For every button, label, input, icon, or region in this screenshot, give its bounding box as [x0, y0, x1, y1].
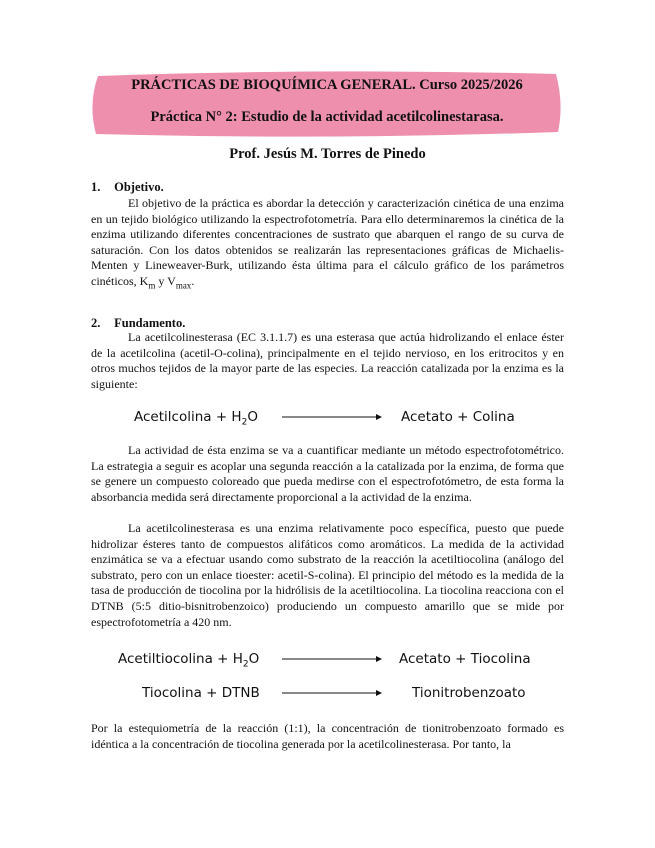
equation-1-products: Acetato + Colina [401, 409, 515, 425]
km-subscript: m [148, 280, 156, 291]
vmax-subscript: max [175, 280, 192, 291]
reactants-end: O [247, 409, 258, 425]
course-title: PRÁCTICAS DE BIOQUÍMICA GENERAL. Curso 2025/2026 [131, 77, 523, 93]
paragraph-text: La acetilcolinesterasa (EC 3.1.1.7) es una esterasa que actúa hidrolizando el enlace éster de la acetilcolina (acetil-O-colina), principalmente en el tejido nervioso, en los eritrocitos y en otros muchos tejidos de la mayor parte de las especies. La reacción catalizada por la enzima es la siguiente: [91, 330, 564, 391]
paragraph-text: La acetilcolinesterasa es una enzima relativamente poco específica, puesto que puede hidrolizar ésteres tanto de compuestos alifáticos como aromáticos. La medida de la actividad enzimática se va a efectuar usando como substrato de la reacción la acetiltiocolina (análogo del substrato, pero con un enlace tioester: acetil-S-colina). El principio del método es la medida de la tasa de producción de tiocolina por la hidrólisis de la acetiltiocolina. La tiocolina reacciona con el DTNB (5:5 ditio-bisnitrobenzoico) produciendo un compuesto amarillo que se mide por espectrofotometría a 420 nm. [91, 521, 564, 629]
reaction-arrow-icon [282, 412, 382, 422]
section-title: Objetivo. [114, 180, 164, 194]
vmax-symbol: V [167, 273, 176, 288]
section-title: Fundamento. [114, 316, 186, 330]
author-name: Prof. Jesús M. Torres de Pinedo [229, 146, 426, 162]
reaction-arrow-icon [282, 654, 382, 664]
fundamento-paragraph-1 [91, 330, 564, 392]
equation-2-products: Acetato + Tiocolina [399, 651, 531, 667]
reactants-text: Tiocolina + DTNB [142, 685, 260, 701]
subscript: 2 [242, 659, 249, 670]
period: . [191, 273, 195, 288]
reactants-text: Acetiltiocolina + H [118, 651, 243, 667]
practice-title: Práctica N° 2: Estudio de la actividad acetilcolinestarasa. [150, 109, 504, 125]
reactants-text: Acetilcolina + H [134, 409, 242, 425]
reactants-end: O [248, 651, 260, 667]
equation-3-reactants [142, 685, 260, 701]
section-heading-objetivo [91, 180, 164, 195]
fundamento-paragraph-2 [91, 443, 564, 505]
objetivo-text: El objetivo de la práctica es abordar la detección y caracterización cinética de una enzima en un tejido biológico utilizando la espectrofotometría. Para ello determinaremos la cinética de la enzima utilizando diferentes concentraciones de sustrato que abarquen el rango de su curva de saturación. Con los datos obtenidos se realizarán las representaciones gráficas de Michaelis-Menten y Lineweaver-Burk, utilizando ésta última para el cálculo gráfico de los parámetros cinéticos, [91, 196, 564, 288]
section-heading-fundamento [91, 316, 185, 331]
paragraph-text: La actividad de ésta enzima se va a cuantificar mediante un método espectrofotométrico. La estrategia a seguir es acoplar una segunda reacción a la catalizada por la enzima, de forma que se genere un compuesto coloreado que pueda medirse con el espectrofotómetro, de esta forma la absorbancia medida será directamente proporcional a la actividad de la enzima. [91, 443, 564, 504]
fundamento-paragraph-3 [91, 521, 564, 630]
fundamento-paragraph-4 [91, 721, 564, 752]
section-number: 2. [91, 316, 101, 330]
equation-3-products: Tionitrobenzoato [412, 685, 526, 701]
equation-2-reactants [118, 651, 259, 670]
km-symbol: K [139, 273, 149, 288]
header-banner [92, 70, 562, 138]
conjunction: y [158, 273, 165, 288]
objetivo-paragraph [91, 196, 564, 294]
subscript: 2 [241, 417, 248, 428]
reaction-arrow-icon [282, 688, 382, 698]
paragraph-text: Por la estequiometría de la reacción (1:1), la concentración de tionitrobenzoato formado es idéntica a la concentración de tiocolina generada por la acetilcolinesterasa. Por tanto, la [91, 721, 564, 751]
section-number: 1. [91, 180, 101, 194]
equation-1-reactants [134, 409, 258, 428]
